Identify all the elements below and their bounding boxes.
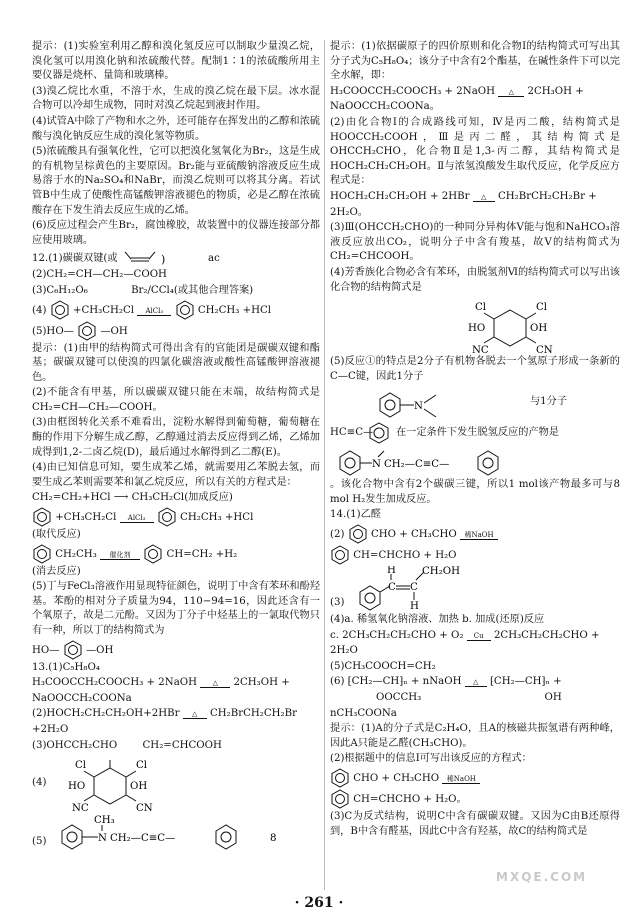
svg-text:N: N (98, 833, 107, 845)
svg-text:8: 8 (270, 833, 277, 845)
svg-text:Cl: Cl (136, 760, 148, 772)
svg-text:CN: CN (536, 345, 553, 355)
benzene-ring-icon (63, 640, 83, 660)
q13-part4: (4) Cl Cl HO OH NC CN (32, 754, 320, 814)
q13-part3: (3)OHCCH₂CHO CH₂=CHCOOH (32, 739, 222, 751)
svg-text:H: H (387, 566, 396, 577)
svg-text:OH: OH (130, 781, 148, 793)
svg-text:CH₂—C≡C—: CH₂—C≡C— (110, 833, 176, 845)
right-column (330, 40, 620, 840)
hint-paragraph: (4)由已知信息可知，要生成苯乙烯，就需要用乙苯脱去氢，而要生成乙苯则需要苯和氯乙烷反应，所以有关的方程式是： (32, 462, 320, 488)
reaction-type-label: (消去反应) (32, 565, 81, 577)
structure-row (330, 445, 620, 477)
svg-text:Cl: Cl (536, 302, 548, 314)
structure-formula: HO— —OH (32, 640, 320, 660)
page-number: · 261 · (294, 895, 344, 911)
q13-part1: 13.(1)C₅H₈O₄ (32, 661, 100, 673)
hint-paragraph: (5)反应①的特点是2分子有机物各脱去一个氢原子形成一条新的C—C键，因此1分子 (330, 356, 620, 382)
equation: CHO + CH₃CHO 稀NaOH (330, 768, 620, 788)
structure-row: N 与1分子 (330, 385, 620, 421)
dichloro-dicyano-structure (330, 296, 620, 354)
hint-paragraph: (3)溴乙烷比水重，不溶于水，生成的溴乙烷在最下层。冰水混合物可以冷却生成物，同时对溴乙烷起到液封作用。 (32, 85, 320, 112)
n-methyl-aniline-alkyne-structure (48, 815, 288, 855)
q12-part3: (3)C₆H₁₂O₆ Br₂/CCl₄(或其他合理答案) (32, 284, 254, 296)
q12-part4: (4) +CH₃CH₂Cl AlCl₃ CH₂CH₃ +HCl (32, 300, 320, 320)
svg-text:Cl: Cl (475, 302, 487, 314)
hint-paragraph: (3)Ⅲ(OHCCH₂CHO)的一种同分异构体Ⅴ能与饱和NaHCO₃溶液反应放出CO₂，说明分子中含有羧基，故Ⅴ的结构简式为CH₂=CHCOOH。 (330, 222, 620, 263)
equation: CH=CHCHO + H₂O (330, 545, 620, 565)
q14-part4: (4)a. 稀氢氧化钠溶液、加热 b. 加成(还原)反应 (330, 614, 545, 626)
benzene-ring-icon (368, 422, 390, 444)
equation: NaOOCCH₂COONa。 (330, 101, 440, 113)
benzene-ring-icon (32, 507, 52, 527)
q13-part5: (5) N CH₃ CH₂—C≡C— 8 (32, 815, 320, 855)
hint-paragraph: (3)C为反式结构，说明C中含有碳碳双键。又因为C由B还原得到，B中含有醛基，因此C中含有羟基，故C的结构简式是 (330, 811, 620, 837)
benzene-ring-icon (157, 507, 177, 527)
equation: CH₂CH₃ 催化剂 CH=CH₂ +H₂ (32, 544, 320, 564)
equation: 2H₂O。 (330, 206, 368, 218)
hint-paragraph: (2)由化合物Ⅰ的合成路线可知，Ⅳ是丙二酸，结构简式是HOOCCH₂COOH，Ⅲ是丙二醛，其结构简式是OHCCH₂CHO，化合物Ⅱ是1,3-丙二醇，其结构简式是HOCH₂CH₂CH₂OH。Ⅱ与浓氢溴酸发生取代反应，化学反应方程式是： (330, 116, 620, 187)
dichloro-dicyano-hydroquinone-structure (50, 754, 170, 814)
q12-part1: 12.(1)碳碳双键(或 ) ac (32, 249, 320, 267)
benzene-ring-icon (50, 300, 70, 320)
svg-text:CH₂—C≡C—: CH₂—C≡C— (384, 459, 450, 471)
equation: CH₂=CH₂+HCl ⟶ CH₃CH₂Cl(加成反应) (32, 492, 233, 504)
hint-paragraph: (2)不能含有甲基，所以碳碳双键只能在末端，故结构简式是CH₂=CH—CH₂—COOH。 (32, 387, 320, 413)
svg-text:NC: NC (72, 803, 89, 815)
hint-paragraph: (3)由框图转化关系不难看出，淀粉水解得到葡萄糖，葡萄糖在酶的作用下分解生成乙醇，乙醇通过消去反应得到乙烯，乙烯加成得到1,2-二卤乙烷(D)，最后通过水解得到乙二醇(E)。 (32, 417, 320, 458)
hint-paragraph: 提示：(1)实验室利用乙醇和溴化氢反应可以制取少量溴乙烷，溴化氢可以用溴化钠和浓硫酸代替。配制1∶1的浓硫酸所用主要仪器是烧杯、量筒和玻璃棒。 (32, 41, 320, 82)
svg-text:HO: HO (468, 323, 486, 335)
svg-text:CH₃: CH₃ (94, 815, 115, 827)
equation: H₃COOCCH₂COOCH₃ + 2NaOH △ 2CH₃OH + (330, 85, 584, 97)
equation: (2)HOCH₂CH₂CH₂OH+2HBr △ CH₂BrCH₂CH₂Br (32, 708, 297, 720)
hint-paragraph: (4)芳香族化合物必含有苯环，由脱氢剂Ⅵ的结构简式可以写出该化合物的结构简式是 (330, 266, 620, 293)
equation: c. 2CH₃CH₂CH₂CHO + O₂ Cu 2CH₃CH₂CH₂CHO + (330, 629, 600, 641)
svg-text:OH: OH (530, 323, 548, 335)
benzene-ring-icon (330, 545, 350, 565)
svg-text:C: C (410, 582, 418, 594)
hint-paragraph: (5)丁与FeCl₃溶液作用显现特征颜色，说明丁中含有苯环和酚羟基。苯酚的相对分子质量为94，110−94=16，因此还含有一个氧原子，故是二元酚。又因为丁分子中烃基上的一氯取代物只有一种，所以丁的结构简式为 (32, 581, 320, 636)
benzene-ring-icon (348, 524, 368, 544)
equation: H₃COOCCH₂COOCH₃ + 2NaOH △ 2CH₃OH + (32, 677, 290, 689)
q14-part3: (3) C C H CH₂OH H (330, 566, 460, 613)
structure-row: HC≡C— 在一定条件下发生脱氢反应的产物是 (330, 422, 620, 444)
equation: HOCH₂CH₂CH₂OH + 2HBr △ CH₂BrCH₂CH₂Br + (330, 190, 597, 202)
hint-paragraph: (4)试管A中除了产物和水之外，还可能存在挥发出的乙醇和浓硫酸与溴化钠反应生成的溴化氢等物质。 (32, 115, 320, 142)
trans-cinnamyl-alcohol-structure (350, 566, 460, 612)
svg-text:H: H (410, 601, 419, 613)
equation: CH=CHCHO + H₂O。 (330, 789, 620, 809)
benzene-ring-icon (143, 544, 163, 564)
q12-part2: (2)CH₂=CH—CH₂—COOH (32, 269, 167, 281)
n-dimethyl-aniline-structure (370, 385, 470, 421)
svg-text:): ) (160, 253, 166, 267)
hint-paragraph: 提示：(1)由甲的结构简式可得出含有的官能团是碳碳双键和酯基；碳碳双键可以使溴的四氯化碳溶液或酸性高锰酸钾溶液褪色。 (32, 342, 320, 383)
q14-part5: (5)CH₃COOCH=CH₂ (330, 660, 436, 672)
benzene-ring-icon (77, 321, 97, 341)
benzene-ring-icon (330, 768, 350, 788)
hint-paragraph: 提示：(1)依据碳原子的四价原则和化合物Ⅰ的结构简式可写出其分子式为C₅H₈O₄；该分子中含有2个酯基，在碱性条件下可以完全水解，即： (330, 41, 620, 82)
double-bond-structure (121, 249, 181, 267)
watermark-logo: MXQE.COM (496, 870, 588, 884)
svg-text:C: C (388, 582, 396, 594)
svg-text:CN: CN (136, 803, 153, 815)
hint-paragraph: 。该化合物中含有2个碳碳三键，所以1 mol该产物最多可与8 mol H₂发生加成反应。 (330, 479, 620, 505)
column-divider (324, 40, 325, 890)
svg-text:Cl: Cl (75, 760, 87, 772)
dichloro-dicyano-hydroquinone-structure (450, 296, 580, 354)
hint-paragraph: (5)浓硫酸具有强氧化性，它可以把溴化氢氧化为Br₂，这是生成的有机物呈棕黄色的主要原因。Br₂能与亚硫酸钠溶液反应生成易溶于水的Na₂SO₄和NaBr，而溴乙烷则可以将其分离。若试管B中生成了使酸性高锰酸钾溶液褪色的物质，必是乙醇在浓硫酸存在下发生消去反应生成的乙烯。 (32, 146, 320, 216)
svg-text:N: N (372, 459, 381, 471)
equation: NaOOCCH₂COONa (32, 692, 132, 704)
equation: (6) ⁅CH₂—CH⁆ₙ + nNaOH △ ⁅CH₂—CH⁆ₙ + (330, 676, 562, 688)
svg-text:NC: NC (472, 345, 489, 355)
hint-paragraph: (6)反应过程会产生Br₂，腐蚀橡胶，故装置中的仪器连接部分都应使用玻璃。 (32, 220, 320, 246)
q14-part1: 14.(1)乙醛 (330, 509, 382, 521)
hint-paragraph: 提示：(1)A的分子式是C₂H₄O，且A的核磁共振氢谱有两种峰，因此A只能是乙醛(CH₃CHO)。 (330, 723, 620, 749)
reaction-type-label: (取代反应) (32, 529, 81, 541)
equation: +CH₃CH₂Cl AlCl₃ CH₂CH₃ +HCl (32, 507, 320, 527)
equation: +2H₂O (32, 723, 69, 735)
benzene-ring-icon (330, 789, 350, 809)
svg-text:N: N (414, 401, 423, 413)
svg-text:CH₂OH: CH₂OH (422, 566, 460, 578)
left-column (32, 40, 320, 856)
equation: 2H₂O (330, 645, 358, 657)
hint-paragraph: (2)根据题中的信息Ⅰ可写出该反应的方程式： (330, 753, 532, 765)
coupled-alkyne-product-structure (330, 445, 510, 477)
equation: nCH₃COONa (330, 707, 397, 719)
q12-part5: (5)HO— —OH (32, 321, 320, 341)
benzene-ring-icon (32, 544, 52, 564)
equation: (2) CHO + CH₃CHO 稀NaOH (330, 524, 620, 544)
benzene-ring-icon (175, 300, 195, 320)
svg-text:HO: HO (68, 781, 86, 793)
substituent-row: OOCCH₃ OH (376, 692, 562, 704)
